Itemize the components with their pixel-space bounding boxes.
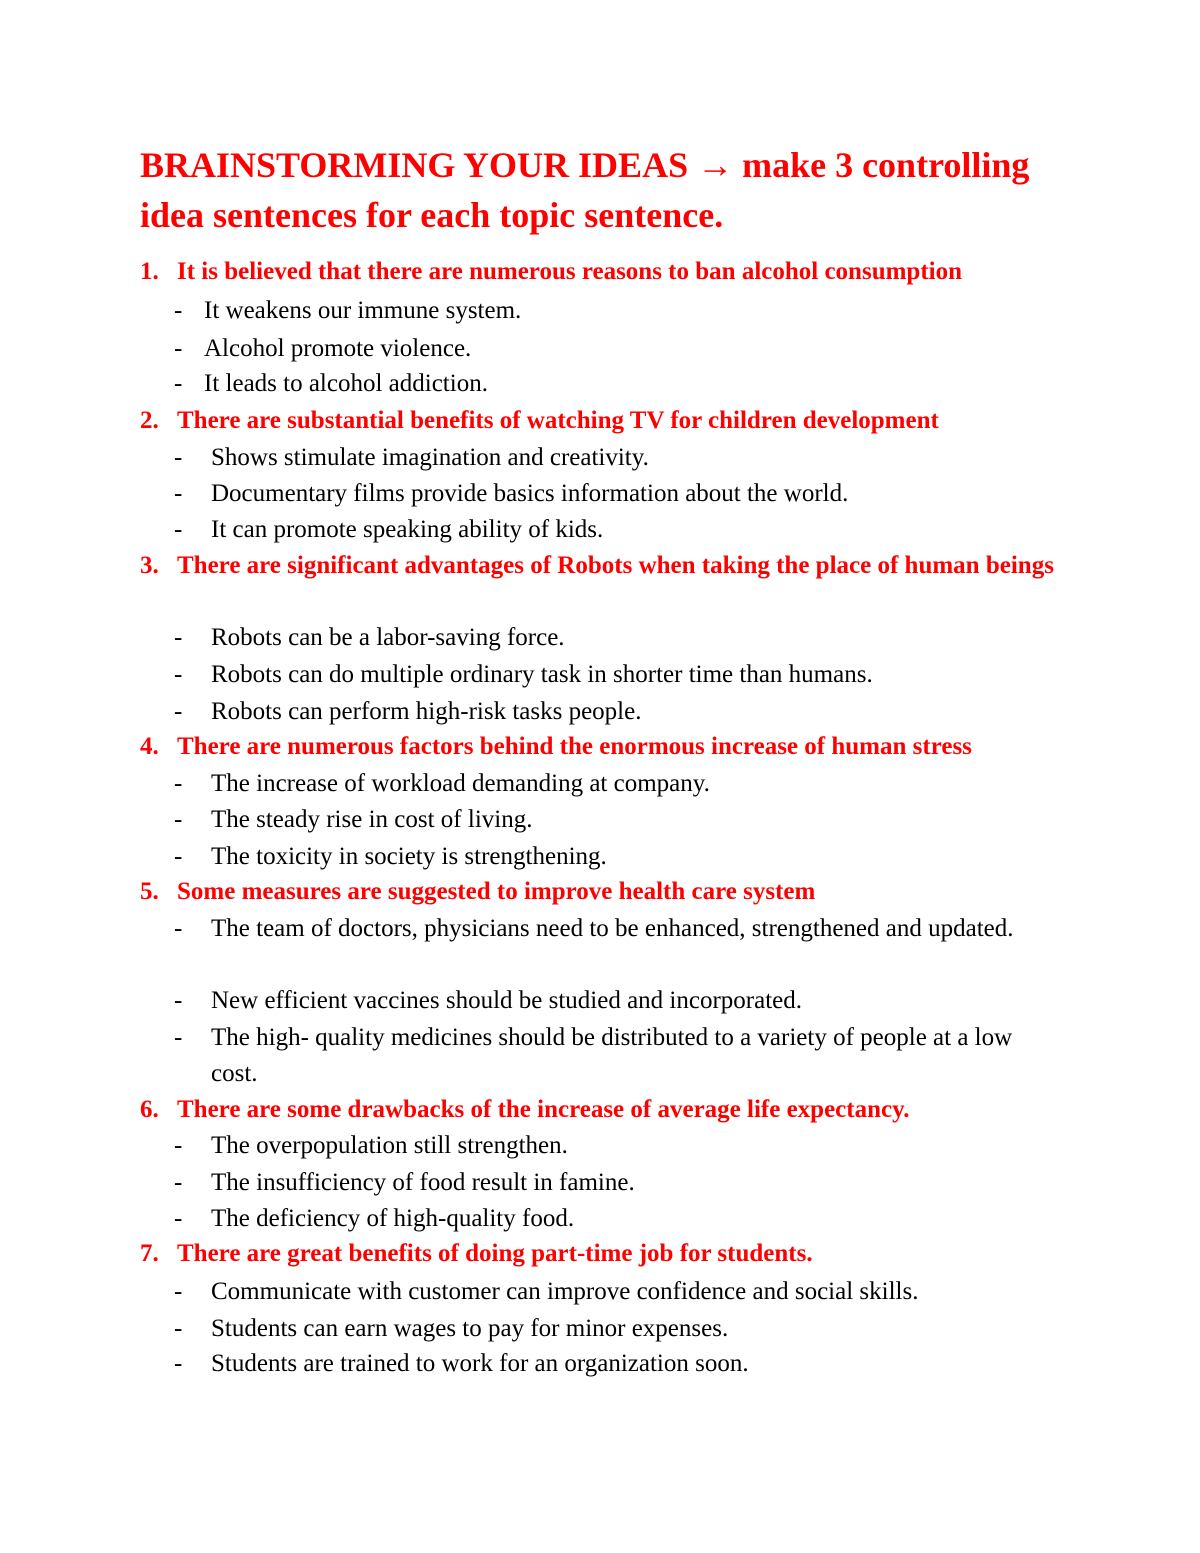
topic-text: There are some drawbacks of the increase of average life expectancy. — [177, 1096, 910, 1123]
dash-marker: - — [174, 1278, 183, 1305]
dash-marker: - — [174, 370, 183, 397]
topic-number: 1. — [140, 258, 159, 285]
topic-number: 4. — [140, 733, 159, 760]
bullet-item — [174, 657, 1054, 693]
bullet-text: The overpopulation still strengthen. — [211, 1132, 568, 1159]
topic-number: 3. — [140, 552, 159, 579]
bullet-item — [174, 1274, 1054, 1310]
topic-number: 2. — [140, 407, 159, 434]
bullet-item — [174, 293, 1054, 329]
bullet-item — [174, 620, 1054, 656]
bullet-text: Robots can do multiple ordinary task in shorter time than humans. — [211, 661, 873, 688]
title-rest: make 3 controlling idea sentences for each topic sentence. — [140, 145, 1030, 235]
dash-marker: - — [174, 1169, 183, 1196]
bullet-text: The team of doctors, physicians need to be enhanced, strengthened and updated. — [211, 915, 1014, 942]
topic-number: 7. — [140, 1240, 159, 1267]
topic-text: There are substantial benefits of watching TV for children development — [177, 407, 939, 434]
bullet-item — [174, 366, 1054, 402]
bullet-text: The insufficiency of food result in famine. — [211, 1169, 635, 1196]
topic-sentence — [140, 1236, 1070, 1272]
topic-sentence — [140, 548, 1070, 584]
bullet-text: Students can earn wages to pay for minor expenses. — [211, 1315, 729, 1342]
dash-marker: - — [174, 1205, 183, 1232]
bullet-text: The high- quality medicines should be distributed to a variety of people at a low cost. — [211, 1024, 1013, 1087]
bullet-item — [174, 911, 1054, 947]
bullet-item — [174, 1311, 1054, 1347]
dash-marker: - — [174, 297, 183, 324]
dash-marker: - — [174, 987, 183, 1014]
dash-marker: - — [174, 1132, 183, 1159]
dash-marker: - — [174, 661, 183, 688]
bullet-item — [174, 839, 1054, 875]
dash-marker: - — [174, 806, 183, 833]
bullet-item — [174, 512, 1054, 548]
bullet-item — [174, 1201, 1054, 1237]
bullet-item — [174, 440, 1054, 476]
topic-sentence — [140, 254, 1070, 290]
dash-marker: - — [174, 516, 183, 543]
bullet-text: It can promote speaking ability of kids. — [211, 516, 604, 543]
dash-marker: - — [174, 1315, 183, 1342]
topic-sentence — [140, 1092, 1070, 1128]
topic-number: 5. — [140, 878, 159, 905]
right-arrow-icon: → — [697, 145, 734, 185]
dash-marker: - — [174, 444, 183, 471]
dash-marker: - — [174, 1024, 183, 1051]
bullet-text: Documentary films provide basics information about the world. — [211, 480, 849, 507]
bullet-text: The steady rise in cost of living. — [211, 806, 533, 833]
dash-marker: - — [174, 698, 183, 725]
topic-text: Some measures are suggested to improve health care system — [177, 878, 816, 905]
topic-text: There are great benefits of doing part-time job for students. — [177, 1240, 813, 1267]
bullet-item — [174, 802, 1054, 838]
bullet-item — [174, 1165, 1054, 1201]
bullet-text: It leads to alcohol addiction. — [204, 370, 488, 397]
bullet-item — [174, 1346, 1054, 1382]
dash-marker: - — [174, 915, 183, 942]
dash-marker: - — [174, 843, 183, 870]
topic-sentence — [140, 403, 1070, 439]
topic-text: There are numerous factors behind the enormous increase of human stress — [177, 733, 972, 760]
dash-marker: - — [174, 624, 183, 651]
bullet-text: The increase of workload demanding at company. — [211, 770, 710, 797]
topic-text: There are significant advantages of Robots when taking the place of human beings — [177, 552, 1054, 579]
title-main: BRAINSTORMING YOUR IDEAS — [140, 145, 689, 185]
bullet-item — [174, 694, 1054, 730]
dash-marker: - — [174, 1350, 183, 1377]
document-title — [140, 140, 1090, 240]
topic-number: 6. — [140, 1096, 159, 1123]
dash-marker: - — [174, 770, 183, 797]
topic-text: It is believed that there are numerous reasons to ban alcohol consumption — [177, 258, 962, 285]
bullet-text: Alcohol promote violence. — [204, 335, 472, 362]
bullet-item — [174, 1020, 1054, 1092]
bullet-text: The toxicity in society is strengthening. — [211, 843, 607, 870]
bullet-text: Students are trained to work for an organization soon. — [211, 1350, 749, 1377]
bullet-text: It weakens our immune system. — [204, 297, 522, 324]
bullet-item — [174, 476, 1054, 512]
topic-sentence — [140, 729, 1070, 765]
bullet-text: Robots can be a labor-saving force. — [211, 624, 565, 651]
dash-marker: - — [174, 480, 183, 507]
bullet-item — [174, 331, 1054, 367]
bullet-text: Robots can perform high-risk tasks people. — [211, 698, 642, 725]
bullet-item — [174, 1128, 1054, 1164]
bullet-item — [174, 983, 1054, 1019]
bullet-text: The deficiency of high-quality food. — [211, 1205, 575, 1232]
topic-sentence — [140, 874, 1070, 910]
bullet-text: Communicate with customer can improve confidence and social skills. — [211, 1278, 919, 1305]
dash-marker: - — [174, 335, 183, 362]
bullet-text: Shows stimulate imagination and creativity. — [211, 444, 649, 471]
bullet-text: New efficient vaccines should be studied and incorporated. — [211, 987, 803, 1014]
bullet-item — [174, 766, 1054, 802]
